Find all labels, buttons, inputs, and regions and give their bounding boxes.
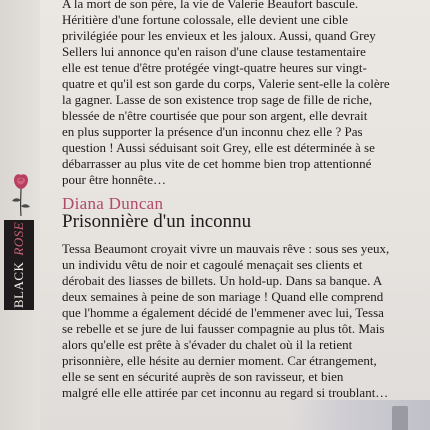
summary-line: privilégiée pour les envieux et les jaloux. Aussi, quand Grey <box>62 28 376 43</box>
summary-line: Tessa Beaumont croyait vivre un mauvais rêve : sous ses yeux, <box>62 241 390 256</box>
summary-line: pour être honnête… <box>62 172 166 187</box>
summary-line: malgré elle elle attirée par cet inconnu au regard si troublant… <box>62 385 389 400</box>
series-label <box>4 220 34 310</box>
summary-line: Sellers lui annonce qu'en raison d'une clause testamentaire <box>62 44 366 59</box>
summary-line: blessée de n'être courtisée que pour son argent, elle devrait <box>62 108 368 123</box>
summary-line: question ! Aussi séduisant soit Grey, elle est déterminée à se <box>62 140 375 155</box>
summary-line: que l'homme a également décidé de l'emmener avec lui, Tessa <box>62 305 384 320</box>
series-label-black: BLACK <box>11 261 26 309</box>
rose-icon <box>6 172 36 216</box>
series-label-rose: ROSE <box>11 221 26 256</box>
summary-line: elle se sent en sécurité auprès de son ravisseur, et bien <box>62 369 344 384</box>
first-book-summary <box>62 0 422 188</box>
summary-line: dérobait des liasses de billets. Un hold-up. Dans sa banque. A <box>62 273 383 288</box>
book-title: Prisonnière d'un inconnu <box>62 211 252 232</box>
summary-line: Héritière d'une fortune colossale, elle devient une cible <box>62 12 349 27</box>
summary-line: quatre et qu'il est son garde du corps, Valerie sent-elle la colère <box>62 76 390 91</box>
summary-line: un individu vêtu de noir et cagoulé menaçait ses clients et <box>62 257 363 272</box>
summary-line: alors qu'elle est prête à s'évader du chalet où il la retient <box>62 337 353 352</box>
second-book-summary <box>62 241 422 401</box>
summary-line: en plus supporter la présence d'un inconnu chez elle ? Pas <box>62 124 363 139</box>
summary-line: deux semaines à peine de son mariage ! Quand elle comprend <box>62 289 384 304</box>
summary-line: prisonnière, elle hésite au dernier moment. Car étrangement, <box>62 353 377 368</box>
summary-line: débarrasser au plus vite de cet homme bien trop attentionné <box>62 156 372 171</box>
author-name: Diana Duncan <box>62 194 164 213</box>
cover-photo-fragment <box>290 400 430 430</box>
cover-photo-figure <box>392 406 408 430</box>
summary-line: se rebelle et se jure de lui fausser compagnie au plus tôt. Mais <box>62 321 385 336</box>
summary-line: A la mort de son père, la vie de Valerie Beaufort bascule. <box>62 0 359 11</box>
summary-line: la gagner. Lasse de son existence trop sage de fille de riche, <box>62 92 373 107</box>
summary-line: elle est tenue d'être protégée vingt-quatre heures sur vingt- <box>62 60 367 75</box>
